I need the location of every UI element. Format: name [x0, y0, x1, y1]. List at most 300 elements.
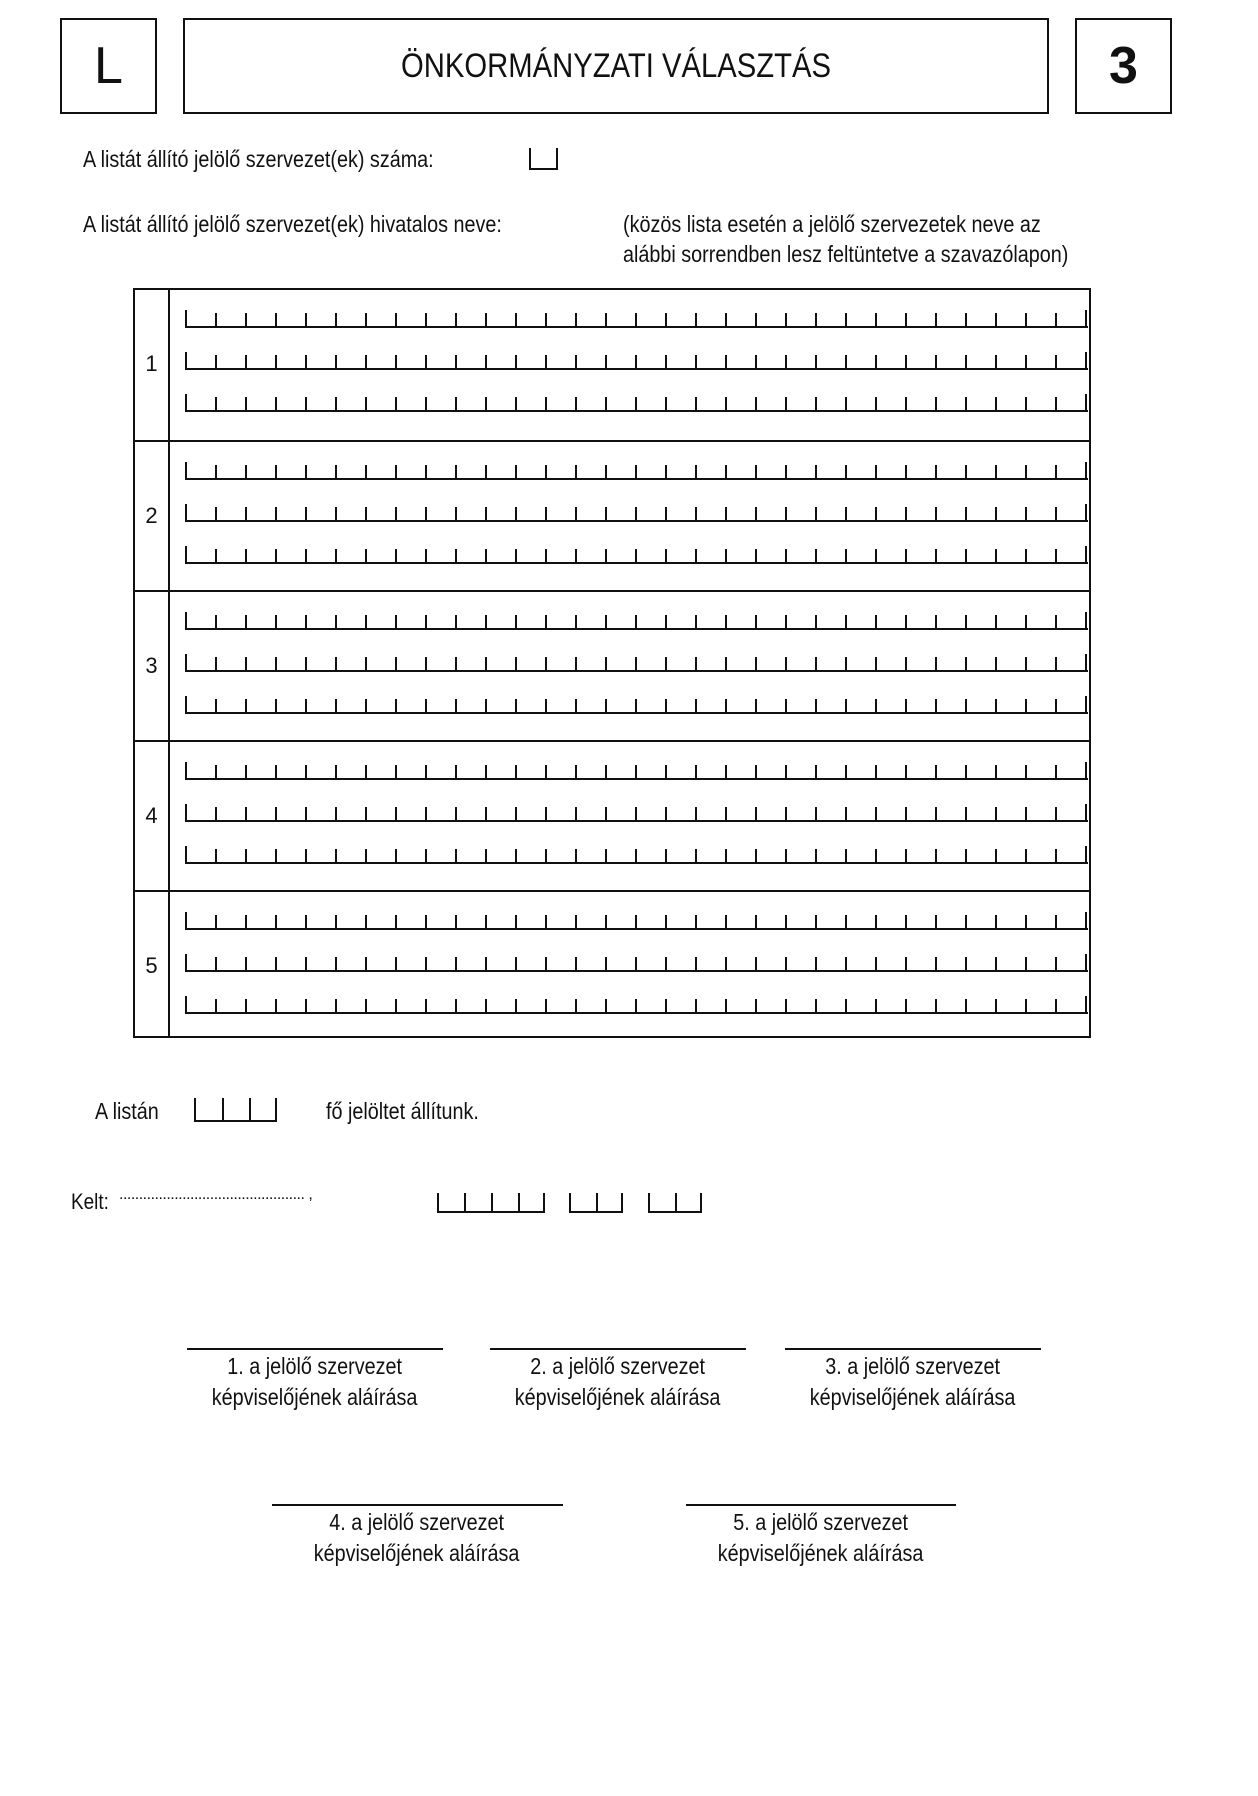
comb-tick [545, 313, 547, 326]
digit-box[interactable] [596, 1193, 623, 1213]
comb-tick [305, 465, 307, 478]
comb-tick [635, 313, 637, 326]
comb-tick [455, 657, 457, 670]
comb-tick [935, 699, 937, 712]
comb-tick [605, 355, 607, 368]
comb-tick [815, 549, 817, 562]
comb-tick [245, 699, 247, 712]
comb-tick [575, 699, 577, 712]
comb-tick [995, 849, 997, 862]
org-name-comb-field[interactable] [185, 914, 1088, 930]
org-name-comb-field[interactable] [185, 614, 1088, 630]
comb-tick [845, 657, 847, 670]
comb-tick [245, 915, 247, 928]
comb-tick [365, 549, 367, 562]
comb-tick [515, 465, 517, 478]
comb-tick [575, 915, 577, 928]
comb-tick [575, 807, 577, 820]
comb-tick [665, 807, 667, 820]
digit-box[interactable] [648, 1193, 675, 1213]
digit-box[interactable] [437, 1193, 464, 1213]
comb-tick [425, 957, 427, 970]
comb-tick [815, 699, 817, 712]
comb-tick [455, 849, 457, 862]
comb-tick [275, 699, 277, 712]
comb-tick [665, 615, 667, 628]
comb-tick [815, 657, 817, 670]
signature-line-2[interactable] [490, 1348, 746, 1350]
comb-tick [245, 849, 247, 862]
comb-tick [695, 313, 697, 326]
comb-tick [755, 549, 757, 562]
comb-tick [905, 957, 907, 970]
comb-tick [905, 915, 907, 928]
comb-tick [845, 615, 847, 628]
comb-tick [995, 807, 997, 820]
comb-tick [755, 765, 757, 778]
comb-tick [185, 394, 187, 410]
digit-box[interactable] [249, 1098, 277, 1122]
signature-line-4[interactable] [272, 1504, 563, 1506]
comb-tick [215, 313, 217, 326]
comb-tick [215, 615, 217, 628]
comb-tick [485, 957, 487, 970]
comb-tick [1055, 765, 1057, 778]
comb-tick [1085, 654, 1087, 670]
comb-tick [455, 765, 457, 778]
comb-tick [605, 313, 607, 326]
org-row [135, 440, 1089, 590]
comb-tick [215, 807, 217, 820]
comb-tick [185, 846, 187, 862]
comb-tick [845, 465, 847, 478]
comb-tick [665, 465, 667, 478]
comb-tick [785, 615, 787, 628]
comb-tick [635, 355, 637, 368]
comb-tick [545, 849, 547, 862]
comb-tick [995, 657, 997, 670]
org-name-comb-field[interactable] [185, 848, 1088, 864]
comb-tick [1055, 999, 1057, 1012]
comb-tick [545, 507, 547, 520]
comb-tick [455, 615, 457, 628]
org-row-number: 2 [145, 503, 158, 528]
org-name-comb-field[interactable] [185, 506, 1088, 522]
comb-tick [935, 849, 937, 862]
comb-tick [365, 313, 367, 326]
comb-tick [245, 657, 247, 670]
comb-tick [785, 915, 787, 928]
comb-tick [515, 699, 517, 712]
comb-tick [755, 849, 757, 862]
comb-tick [725, 397, 727, 410]
date-place-field[interactable]: ............................................... , [119, 1186, 313, 1203]
comb-tick [335, 657, 337, 670]
comb-tick [845, 765, 847, 778]
comb-tick [785, 807, 787, 820]
org-name-comb-field[interactable] [185, 656, 1088, 672]
comb-tick [485, 849, 487, 862]
day-input[interactable] [648, 1193, 702, 1213]
digit-box[interactable] [464, 1193, 491, 1213]
comb-tick [845, 549, 847, 562]
comb-tick [275, 999, 277, 1012]
comb-tick [395, 957, 397, 970]
comb-tick [1025, 807, 1027, 820]
comb-tick [755, 915, 757, 928]
comb-tick [395, 699, 397, 712]
comb-tick [935, 397, 937, 410]
comb-tick [845, 957, 847, 970]
comb-tick [605, 999, 607, 1012]
comb-tick [785, 507, 787, 520]
comb-tick [605, 915, 607, 928]
comb-tick [905, 549, 907, 562]
org-row-number: 1 [145, 351, 158, 376]
comb-tick [275, 355, 277, 368]
org-name-comb-field[interactable] [185, 956, 1088, 972]
comb-tick [185, 912, 187, 928]
comb-tick [1055, 657, 1057, 670]
comb-tick [815, 957, 817, 970]
org-name-comb-field[interactable] [185, 312, 1088, 328]
comb-tick [815, 849, 817, 862]
comb-tick [605, 397, 607, 410]
comb-tick [725, 657, 727, 670]
comb-tick [545, 807, 547, 820]
comb-tick [545, 765, 547, 778]
comb-tick [725, 615, 727, 628]
comb-tick [365, 657, 367, 670]
comb-tick [485, 615, 487, 628]
comb-tick [305, 999, 307, 1012]
digit-box[interactable] [675, 1193, 702, 1213]
comb-tick [245, 465, 247, 478]
comb-tick [755, 465, 757, 478]
comb-tick [755, 699, 757, 712]
comb-tick [215, 999, 217, 1012]
month-input[interactable] [569, 1193, 623, 1213]
comb-tick [425, 699, 427, 712]
comb-tick [635, 957, 637, 970]
comb-tick [425, 355, 427, 368]
comb-tick [275, 849, 277, 862]
comb-tick [575, 657, 577, 670]
comb-tick [455, 465, 457, 478]
comb-tick [365, 999, 367, 1012]
comb-tick [665, 657, 667, 670]
comb-tick [395, 549, 397, 562]
comb-tick [245, 397, 247, 410]
org-name-comb-field[interactable] [185, 698, 1088, 714]
comb-tick [545, 657, 547, 670]
comb-tick [455, 807, 457, 820]
org-name-note-line1: (közös lista esetén a jelölő szervezetek neve az [623, 211, 1041, 237]
comb-tick [1025, 313, 1027, 326]
comb-tick [335, 957, 337, 970]
comb-tick [1055, 849, 1057, 862]
comb-tick [935, 957, 937, 970]
comb-tick [455, 549, 457, 562]
digit-box[interactable] [491, 1193, 518, 1213]
comb-tick [935, 465, 937, 478]
comb-tick [425, 465, 427, 478]
comb-tick [335, 549, 337, 562]
org-name-comb-field[interactable] [185, 764, 1088, 780]
comb-tick [845, 507, 847, 520]
comb-tick [725, 313, 727, 326]
comb-tick [935, 915, 937, 928]
comb-tick [425, 657, 427, 670]
comb-tick [875, 507, 877, 520]
comb-tick [875, 549, 877, 562]
comb-tick [1055, 355, 1057, 368]
comb-tick [395, 657, 397, 670]
comb-tick [485, 807, 487, 820]
comb-tick [1025, 915, 1027, 928]
comb-tick [875, 355, 877, 368]
comb-tick [335, 355, 337, 368]
comb-tick [335, 465, 337, 478]
comb-tick [995, 957, 997, 970]
comb-tick [515, 615, 517, 628]
comb-tick [305, 699, 307, 712]
comb-tick [485, 765, 487, 778]
year-input[interactable] [437, 1193, 545, 1213]
org-name-table [133, 288, 1091, 1038]
comb-tick [905, 657, 907, 670]
comb-tick [515, 807, 517, 820]
comb-tick [815, 999, 817, 1012]
comb-tick [845, 355, 847, 368]
comb-tick [365, 957, 367, 970]
comb-tick [935, 657, 937, 670]
comb-tick [905, 507, 907, 520]
comb-tick [665, 355, 667, 368]
comb-tick [905, 999, 907, 1012]
org-name-comb-field[interactable] [185, 548, 1088, 564]
form-code-box [60, 18, 157, 114]
comb-tick [425, 765, 427, 778]
comb-tick [395, 999, 397, 1012]
comb-tick [305, 915, 307, 928]
comb-tick [305, 355, 307, 368]
comb-tick [1025, 507, 1027, 520]
comb-tick [575, 999, 577, 1012]
comb-tick [695, 999, 697, 1012]
comb-tick [845, 915, 847, 928]
digit-box[interactable] [518, 1193, 545, 1213]
comb-tick [965, 615, 967, 628]
org-name-comb-field[interactable] [185, 354, 1088, 370]
comb-tick [755, 355, 757, 368]
comb-tick [455, 397, 457, 410]
comb-tick [965, 957, 967, 970]
comb-tick [425, 807, 427, 820]
comb-tick [245, 765, 247, 778]
org-name-comb-field[interactable] [185, 396, 1088, 412]
comb-tick [635, 999, 637, 1012]
comb-tick [305, 765, 307, 778]
comb-tick [275, 915, 277, 928]
comb-tick [965, 999, 967, 1012]
comb-tick [605, 765, 607, 778]
comb-tick [785, 765, 787, 778]
org-count-input[interactable] [529, 148, 558, 170]
comb-tick [725, 957, 727, 970]
org-row [135, 890, 1089, 1040]
digit-box[interactable] [569, 1193, 596, 1213]
comb-tick [695, 915, 697, 928]
comb-tick [185, 696, 187, 712]
comb-tick [185, 310, 187, 326]
comb-tick [215, 765, 217, 778]
comb-tick [635, 507, 637, 520]
comb-tick [395, 465, 397, 478]
comb-tick [215, 549, 217, 562]
comb-tick [1025, 765, 1027, 778]
comb-tick [935, 507, 937, 520]
comb-tick [515, 999, 517, 1012]
org-name-comb-field[interactable] [185, 464, 1088, 480]
comb-tick [425, 999, 427, 1012]
comb-tick [395, 397, 397, 410]
comb-tick [455, 957, 457, 970]
date-label: Kelt: [71, 1189, 109, 1214]
signature-line-5[interactable] [686, 1504, 956, 1506]
comb-tick [905, 397, 907, 410]
comb-tick [185, 804, 187, 820]
comb-tick [845, 313, 847, 326]
comb-tick [455, 313, 457, 326]
comb-tick [965, 355, 967, 368]
comb-tick [875, 313, 877, 326]
comb-tick [725, 807, 727, 820]
org-row-number: 5 [145, 953, 158, 978]
comb-tick [755, 807, 757, 820]
org-row [135, 740, 1089, 890]
comb-tick [635, 397, 637, 410]
candidates-count-input[interactable] [194, 1098, 277, 1122]
comb-tick [845, 807, 847, 820]
comb-tick [455, 999, 457, 1012]
org-row-number: 3 [145, 653, 158, 678]
signature-caption-3: 3. a jelölő szervezet képviselőjének aláírása [810, 1353, 1016, 1410]
comb-tick [335, 999, 337, 1012]
comb-tick [845, 699, 847, 712]
comb-tick [785, 313, 787, 326]
comb-tick [755, 957, 757, 970]
signature-line-1[interactable] [187, 1348, 443, 1350]
org-name-note-line2: alábbi sorrendben lesz feltüntetve a szavazólapon) [623, 241, 1069, 267]
comb-tick [335, 807, 337, 820]
comb-tick [185, 762, 187, 778]
comb-tick [965, 699, 967, 712]
org-name-comb-field[interactable] [185, 998, 1088, 1014]
digit-box[interactable] [194, 1098, 222, 1122]
comb-tick [515, 657, 517, 670]
comb-tick [545, 957, 547, 970]
comb-tick [365, 465, 367, 478]
comb-tick [695, 849, 697, 862]
comb-tick [365, 615, 367, 628]
form-code: L [94, 37, 123, 95]
comb-tick [305, 957, 307, 970]
comb-tick [425, 915, 427, 928]
form-number: 3 [1109, 37, 1138, 95]
comb-tick [995, 915, 997, 928]
candidates-suffix: fő jelöltet állítunk. [326, 1098, 479, 1124]
comb-tick [395, 807, 397, 820]
comb-tick [365, 355, 367, 368]
comb-tick [1085, 504, 1087, 520]
comb-tick [305, 615, 307, 628]
comb-tick [335, 397, 337, 410]
comb-tick [215, 657, 217, 670]
comb-tick [485, 549, 487, 562]
comb-tick [995, 999, 997, 1012]
comb-tick [965, 765, 967, 778]
comb-tick [935, 355, 937, 368]
comb-tick [485, 507, 487, 520]
digit-box[interactable] [222, 1098, 249, 1122]
comb-tick [1055, 915, 1057, 928]
comb-tick [215, 397, 217, 410]
comb-tick [605, 507, 607, 520]
comb-tick [485, 699, 487, 712]
comb-tick [845, 999, 847, 1012]
comb-tick [575, 355, 577, 368]
comb-tick [245, 507, 247, 520]
comb-tick [545, 355, 547, 368]
comb-tick [695, 765, 697, 778]
comb-tick [425, 615, 427, 628]
comb-tick [275, 807, 277, 820]
comb-tick [1085, 394, 1087, 410]
comb-tick [875, 397, 877, 410]
title-box [183, 18, 1049, 114]
comb-tick [1085, 352, 1087, 368]
comb-tick [365, 915, 367, 928]
comb-tick [485, 657, 487, 670]
comb-tick [485, 397, 487, 410]
comb-tick [245, 957, 247, 970]
comb-tick [395, 615, 397, 628]
comb-tick [1025, 355, 1027, 368]
comb-tick [395, 765, 397, 778]
comb-tick [1025, 465, 1027, 478]
comb-tick [245, 313, 247, 326]
comb-tick [725, 999, 727, 1012]
comb-tick [305, 507, 307, 520]
comb-tick [695, 957, 697, 970]
comb-tick [545, 549, 547, 562]
comb-tick [575, 615, 577, 628]
org-name-comb-field[interactable] [185, 806, 1088, 822]
signature-caption-1: 1. a jelölő szervezet képviselőjének aláírása [212, 1353, 418, 1410]
signature-line-3[interactable] [785, 1348, 1041, 1350]
comb-tick [875, 657, 877, 670]
comb-tick [215, 355, 217, 368]
comb-tick [1085, 996, 1087, 1012]
comb-tick [485, 313, 487, 326]
comb-tick [575, 765, 577, 778]
comb-tick [935, 999, 937, 1012]
comb-tick [905, 355, 907, 368]
comb-tick [575, 465, 577, 478]
comb-tick [185, 996, 187, 1012]
comb-tick [1055, 313, 1057, 326]
